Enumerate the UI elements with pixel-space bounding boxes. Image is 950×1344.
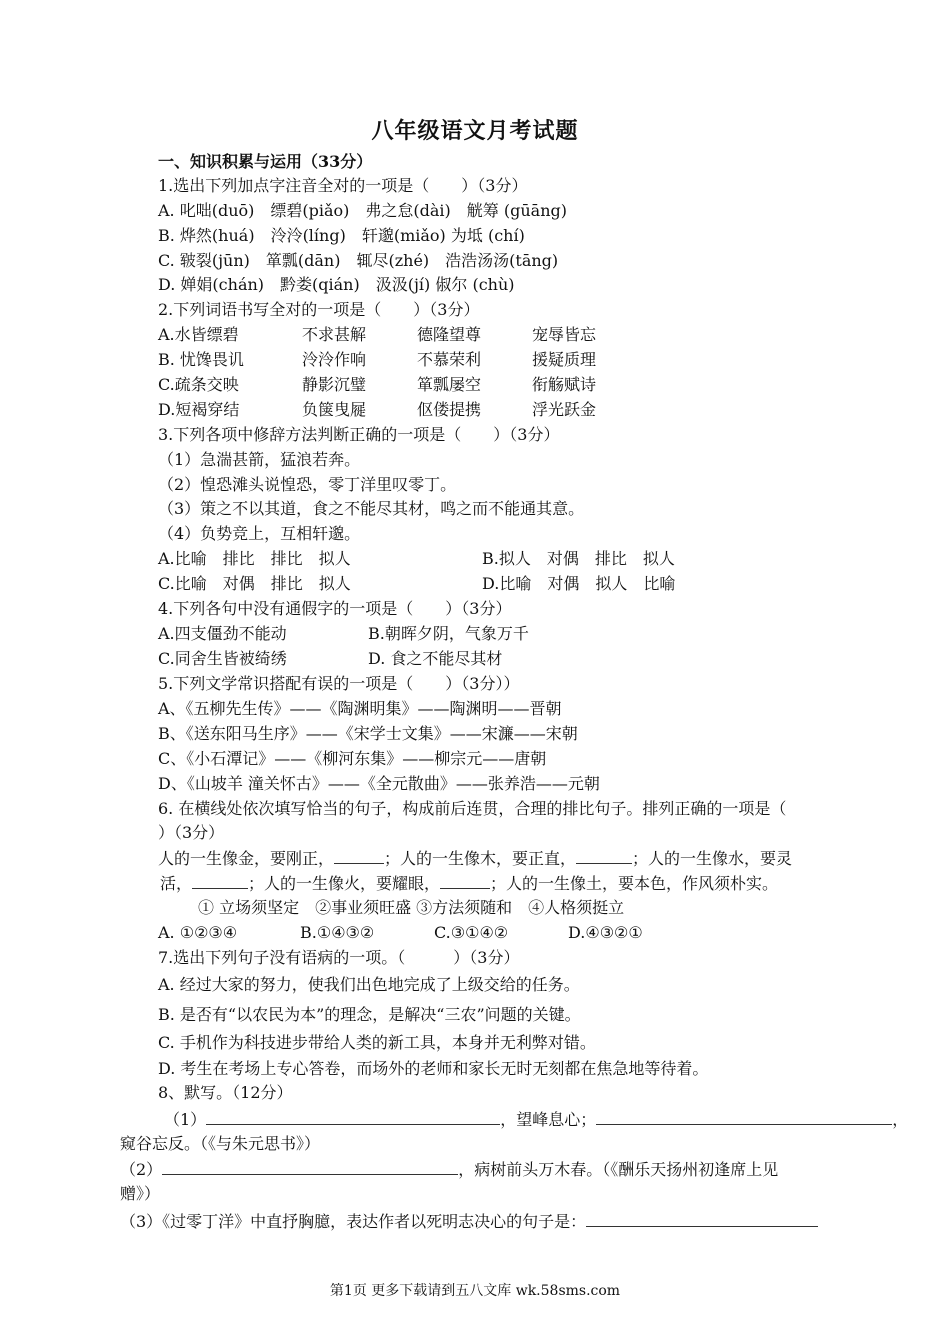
q3-stem: 3.下列各项中修辞方法判断正确的一项是（ ）（3分）: [158, 425, 560, 444]
q6-option-d: D.④③②①: [568, 923, 643, 942]
q2-row-c-1: C.疏条交映: [158, 375, 239, 394]
fill-blank[interactable]: [206, 1108, 500, 1125]
q3-sentence-2: （2）惶恐滩头说惶恐，零丁洋里叹零丁。: [158, 475, 457, 494]
q8-text: （1）: [164, 1110, 207, 1129]
fill-blank[interactable]: [192, 872, 248, 889]
q6-option-c: C.③①④②: [434, 923, 509, 942]
q3-option-b: B.拟人 对偶 排比 拟人: [482, 549, 675, 568]
q3-sentence-3: （3）策之不以其道，食之不能尽其材，鸣之而不能通其意。: [158, 499, 585, 518]
q8-line-3: [120, 1210, 818, 1233]
q5-option-a: A、《五柳先生传》——《陶渊明集》——陶渊明——晋朝: [158, 699, 562, 718]
q7-stem: 7.选出下列句子没有语病的一项。（ ）（3分）: [158, 948, 520, 967]
q3-sentence-4: （4）负势竞上，互相轩邈。: [158, 524, 361, 543]
fill-blank[interactable]: [586, 1210, 818, 1227]
q2-row-a-4: 宠辱皆忘: [532, 325, 597, 344]
q2-row-c-2: 静影沉璧: [302, 375, 367, 394]
q2-row-d-1: D.短褐穿结: [158, 400, 240, 419]
q8-line-1: [164, 1108, 908, 1131]
q6-passage-text: ；人的一生像土，要本色，作风须朴实。: [490, 874, 779, 893]
fill-blank[interactable]: [576, 847, 632, 864]
fill-blank[interactable]: [334, 847, 384, 864]
q3-sentence-1: （1）急湍甚箭，猛浪若奔。: [158, 450, 361, 469]
q7-option-a: A. 经过大家的努力，使我们出色地完成了上级交给的任务。: [158, 975, 580, 994]
q6-passage-text: ；人的一生像水，要灵: [632, 849, 793, 868]
q2-row-c-3: 箪瓢屡空: [417, 375, 482, 394]
q2-row-a-2: 不求甚解: [302, 325, 367, 344]
fill-blank[interactable]: [440, 872, 490, 889]
q2-row-b-2: 泠泠作响: [302, 350, 367, 369]
q5-option-b: B、《送东阳马生序》——《宋学士文集》——宋濂——宋朝: [158, 724, 578, 743]
q8-text: ，望峰息心；: [500, 1110, 597, 1129]
q1-stem: 1.选出下列加点字注音全对的一项是（ ）（3分）: [158, 176, 528, 195]
q8-stem: 8、默写。（12分）: [158, 1083, 293, 1102]
q6-passage-text: 活，: [160, 874, 193, 893]
q8-line-1-cont: 窥谷忘反。（《与朱元思书》）: [120, 1134, 321, 1153]
q7-option-d: D. 考生在考场上专心答卷，而场外的老师和家长无时无刻都在焦急地等待着。: [158, 1059, 709, 1078]
q6-option-b: B.①④③②: [300, 923, 375, 942]
q1-option-a: A. 叱咄(duō) 缥碧(piǎo) 弗之怠(dài) 觥筹 (gūāng): [158, 201, 567, 220]
q2-row-d-2: 负箧曳屣: [302, 400, 367, 419]
section-heading: 一、知识积累与运用（33分）: [158, 152, 373, 171]
q6-passage-text: 人的一生像金，要刚正，: [158, 849, 335, 868]
q6-stem-cont: ）（3分）: [158, 823, 225, 842]
q2-row-b-4: 援疑质理: [532, 350, 597, 369]
q4-option-b: B.朝晖夕阴，气象万千: [368, 624, 529, 643]
q7-option-c: C. 手机作为科技进步带给人类的新工具，本身并无利弊对错。: [158, 1033, 596, 1052]
q3-option-d: D.比喻 对偶 拟人 比喻: [482, 574, 676, 593]
q5-option-d: D、《山坡羊 潼关怀古》——《全元散曲》——张养浩——元朝: [158, 774, 600, 793]
q8-text: （2）: [120, 1160, 163, 1179]
q3-option-a: A.比喻 排比 排比 拟人: [158, 549, 351, 568]
q4-stem: 4.下列各句中没有通假字的一项是（ ）（3分）: [158, 599, 512, 618]
q8-text: ，: [892, 1110, 909, 1129]
q2-row-d-3: 伛偻提携: [417, 400, 482, 419]
q6-passage-text: ；人的一生像木，要正直，: [384, 849, 577, 868]
q8-line-2: [120, 1158, 778, 1181]
q8-line-2-cont: 赠》）: [120, 1184, 161, 1203]
q4-option-c: C.同舍生皆被绮绣: [158, 649, 287, 668]
q6-passage-text: ；人的一生像火，要耀眼，: [248, 874, 441, 893]
q7-option-b: B. 是否有“以农民为本”的理念，是解决“三农”问题的关键。: [158, 1005, 581, 1024]
fill-blank[interactable]: [596, 1108, 892, 1125]
q2-row-b-3: 不慕荣利: [417, 350, 482, 369]
q6-passage-line-2: [160, 872, 778, 895]
q6-stem: 6. 在横线处依次填写恰当的句子，构成前后连贯，合理的排比句子。排列正确的一项是（: [158, 799, 787, 818]
q8-text: ，病树前头万木春。（《酬乐天扬州初逢席上见: [458, 1160, 779, 1179]
q2-row-c-4: 衔觞赋诗: [532, 375, 597, 394]
q4-option-d: D. 食之不能尽其材: [368, 649, 503, 668]
page-footer: 第1页 更多下载请到五八文库 wk.58sms.com: [329, 1283, 621, 1299]
q5-stem: 5.下列文学常识搭配有误的一项是（ ）（3分））: [158, 674, 520, 693]
q2-row-a-3: 德隆望尊: [417, 325, 482, 344]
q1-option-d: D. 婵娟(chán) 黔娄(qián) 汲汲(jí) 俶尔 (chù): [158, 275, 515, 294]
q1-option-b: B. 烨然(huá) 泠泠(líng) 轩邈(miǎo) 为坻 (chí): [158, 226, 525, 245]
q2-stem: 2.下列词语书写全对的一项是（ ）（3分）: [158, 300, 480, 319]
q2-row-d-4: 浮光跃金: [532, 400, 597, 419]
q4-option-a: A.四支僵劲不能动: [158, 624, 287, 643]
fill-blank[interactable]: [162, 1158, 458, 1175]
page-title: 八年级语文月考试题: [371, 118, 579, 144]
q2-row-b-1: B. 忧馋畏讥: [158, 350, 244, 369]
q5-option-c: C、《小石潭记》——《柳河东集》——柳宗元——唐朝: [158, 749, 547, 768]
q6-passage-line-1: [158, 847, 792, 870]
q8-text: （3）《过零丁洋》中直抒胸臆，表达作者以死明志决心的句子是：: [120, 1212, 587, 1231]
q2-row-a-1: A.水皆缥碧: [158, 325, 239, 344]
q1-option-c: C. 皲裂(jūn) 箪瓢(dān) 辄尽(zhé) 浩浩汤汤(tāng): [158, 251, 559, 270]
q6-choices: ① 立场须坚定 ②事业须旺盛 ③方法须随和 ④人格须挺立: [198, 898, 625, 917]
q6-option-a: A. ①②③④: [158, 923, 238, 942]
q3-option-c: C.比喻 对偶 排比 拟人: [158, 574, 351, 593]
